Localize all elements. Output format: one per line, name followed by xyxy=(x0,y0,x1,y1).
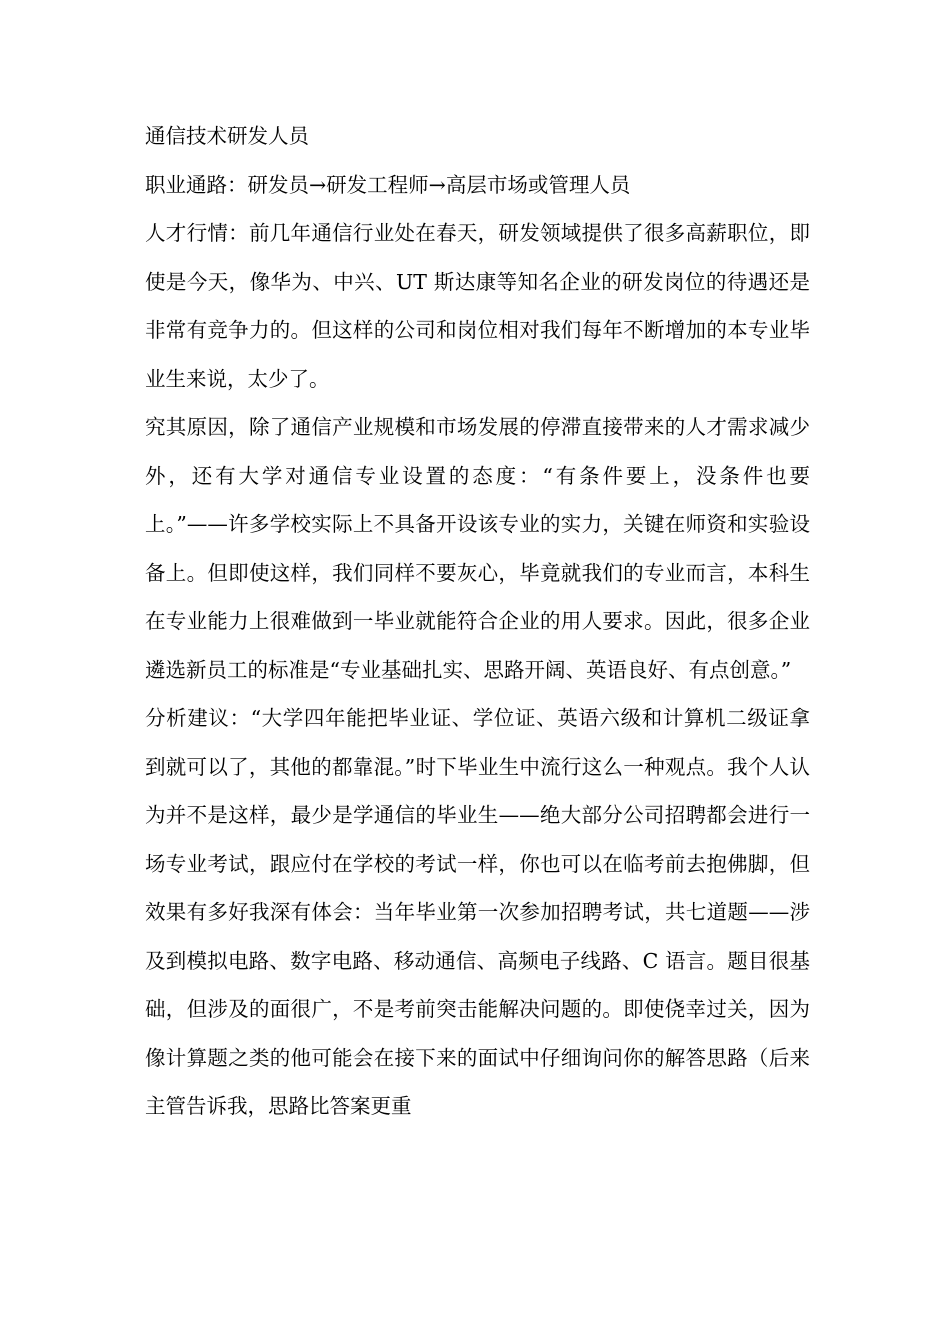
reason-paragraph: 究其原因，除了通信产业规模和市场发展的停滞直接带来的人才需求减少外，还有大学对通信专业设置的态度：“有条件要上，没条件也要上。”——许多学校实际上不具备开设该专业的实力，关键在师资和实验设备上。但即使这样，我们同样不要灰心，毕竟就我们的专业而言，本科生在专业能力上很难做到一毕业就能符合企业的用人要求。因此，很多企业遴选新员工的标准是“专业基础扎实、思路开阔、英语良好、有点创意。” xyxy=(145,415,810,682)
advice-paragraph: 分析建议：“大学四年能把毕业证、学位证、英语六级和计算机二级证拿到就可以了，其他的都靠混。”时下毕业生中流行这么一种观点。我个人认为并不是这样，最少是学通信的毕业生——绝大部分公司招聘都会进行一场专业考试，跟应付在学校的考试一样，你也可以在临考前去抱佛脚，但效果有多好我深有体会：当年毕业第一次参加招聘考试，共七道题——涉及到模拟电路、数字电路、移动通信、高频电子线路、C 语言。题目很基础，但涉及的面很广，不是考前突击能解决问题的。即使侥幸过关，因为像计算题之类的他可能会在接下来的面试中仔细询问你的解答思路（后来主管告诉我，思路比答案更重 xyxy=(145,706,810,1118)
document-body xyxy=(145,112,810,1131)
section-title: 通信技术研发人员 xyxy=(145,124,309,148)
talent-market-paragraph: 人才行情：前几年通信行业处在春天，研发领域提供了很多高薪职位，即使是今天，像华为、中兴、UT 斯达康等知名企业的研发岗位的待遇还是非常有竞争力的。但这样的公司和岗位相对我们每年不断增加的本专业毕业生来说，太少了。 xyxy=(145,221,810,391)
career-path-paragraph: 职业通路：研发员→研发工程师→高层市场或管理人员 xyxy=(145,172,631,197)
